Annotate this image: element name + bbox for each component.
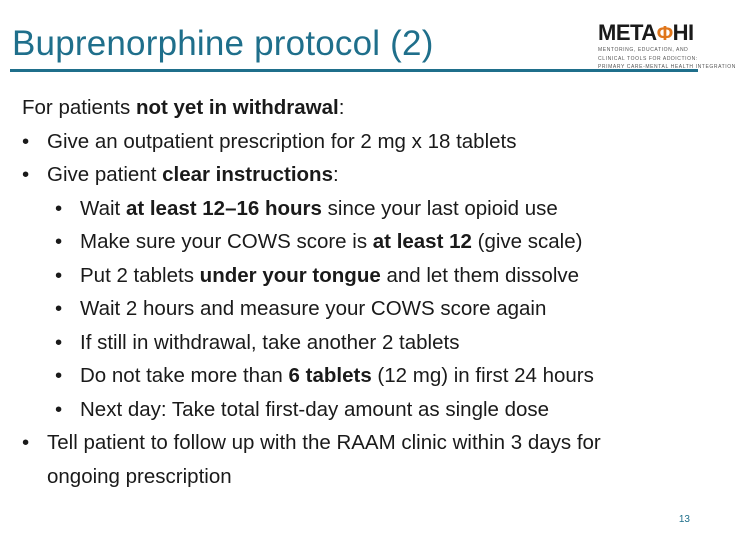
sub-bullet-text: since your last opioid use (321, 196, 558, 220)
bullet-icon: • (55, 196, 63, 220)
logo-mark-prefix: META (598, 20, 657, 45)
slide-body (22, 91, 712, 493)
sub-bullet-text: Do not take more than (80, 364, 289, 387)
sub-bullet-item (22, 225, 712, 259)
bullet-continuation: ongoing prescription (47, 464, 232, 488)
sub-bullet-item (22, 393, 712, 427)
title-underline (10, 69, 698, 72)
sub-bullet-text: Put 2 tablets (80, 263, 200, 287)
sub-bullet-emphasis: at least 12–16 hours (125, 196, 322, 220)
sub-bullet-item (22, 192, 712, 226)
intro-text: For patients (22, 96, 136, 119)
sub-bullet-text: If still in withdrawal, take another 2 tablets (80, 330, 460, 354)
logo-tagline-3: PRIMARY CARE-MENTAL HEALTH INTEGRATION (598, 64, 736, 70)
bullet-colon: : (332, 163, 339, 186)
bullet-icon: • (55, 297, 63, 320)
bullet-item (22, 125, 712, 159)
sub-bullet-text: Wait (80, 196, 126, 220)
bullet-text: Give an outpatient prescription for 2 mg x 18 tablets (47, 129, 517, 153)
bullet-icon: • (22, 163, 30, 186)
bullet-icon: • (22, 129, 30, 153)
bullet-icon: • (55, 330, 63, 354)
logo-tagline-2: CLINICAL TOOLS FOR ADDICTION: (598, 55, 698, 62)
logo-tagline-1: MENTORING, EDUCATION, AND (598, 47, 689, 53)
intro-line (22, 91, 712, 125)
bullet-icon: • (55, 230, 63, 253)
bullet-icon: • (22, 431, 30, 454)
bullet-item (22, 426, 712, 460)
page-number: 13 (678, 514, 690, 525)
sub-bullet-text: Next day: Take total first-day amount as single dose (80, 397, 550, 421)
metaphi-logo (598, 20, 736, 70)
sub-bullet-emphasis: at least 12 (372, 230, 472, 253)
bullet-icon: • (55, 397, 63, 421)
sub-bullet-item (22, 259, 712, 293)
logo-mark-suffix: HI (672, 20, 694, 45)
sub-bullet-emphasis: under your tongue (199, 263, 381, 287)
sub-bullet-text: (12 mg) in first 24 hours (371, 364, 594, 387)
bullet-icon: • (55, 263, 63, 287)
bullet-text: Tell patient to follow up with the RAAM clinic within 3 days for (47, 431, 601, 454)
logo-wordmark (598, 22, 706, 45)
sub-bullet-emphasis: 6 tablets (288, 364, 372, 387)
logo-phi-icon: Φ (656, 23, 673, 45)
slide-title: Buprenorphine protocol (2) (12, 24, 434, 63)
sub-bullet-item (22, 292, 712, 326)
sub-bullet-text: (give scale) (471, 230, 583, 253)
sub-bullet-item (22, 359, 712, 393)
intro-emphasis: not yet in withdrawal (135, 96, 339, 119)
sub-bullet-item (22, 326, 712, 360)
sub-bullet-text: Make sure your COWS score is (80, 230, 373, 253)
bullet-text: Give patient (47, 163, 163, 186)
bullet-item (22, 158, 712, 192)
bullet-icon: • (55, 364, 63, 387)
sub-bullet-text: Wait 2 hours and measure your COWS score again (80, 297, 547, 320)
sub-bullet-text: and let them dissolve (380, 263, 580, 287)
intro-colon: : (338, 96, 345, 119)
bullet-emphasis: clear instructions (162, 163, 333, 186)
